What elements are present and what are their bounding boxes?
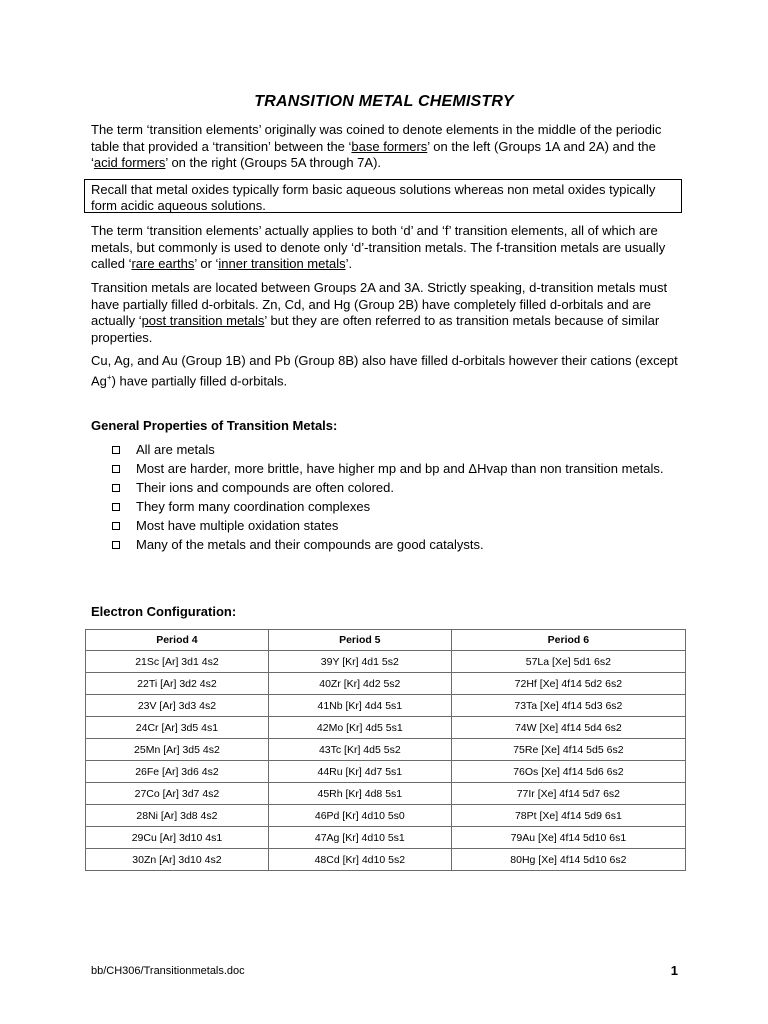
table-cell: 73Ta [Xe] 4f14 5d3 6s2: [451, 695, 685, 717]
table-cell: 41Nb [Kr] 4d4 5s1: [268, 695, 451, 717]
header-period-6: Period 6: [451, 630, 685, 651]
table-cell: 42Mo [Kr] 4d5 5s1: [268, 717, 451, 739]
table-row: [86, 673, 686, 695]
properties-heading: General Properties of Transition Metals:: [91, 418, 338, 433]
para4-text-2: ) have partially filled d-orbitals.: [111, 372, 288, 388]
d-transition-paragraph: [91, 280, 681, 346]
table-row: [86, 695, 686, 717]
table-cell: 48Cd [Kr] 4d10 5s2: [268, 849, 451, 871]
term-post-transition-metals: post transition metals: [141, 313, 265, 328]
table-cell: 44Ru [Kr] 4d7 5s1: [268, 761, 451, 783]
square-bullet-icon: [112, 465, 120, 473]
table-cell: 77Ir [Xe] 4f14 5d7 6s2: [451, 783, 685, 805]
list-item-text: They form many coordination complexes: [136, 499, 371, 514]
table-row: [86, 805, 686, 827]
list-item: [112, 536, 672, 553]
list-item: [112, 498, 672, 515]
filled-d-orbitals-paragraph: [91, 353, 681, 389]
list-item-text: Most are harder, more brittle, have higher mp and bp and ΔHvap than non transition metals.: [136, 461, 664, 476]
list-item-text: Their ions and compounds are often colored.: [136, 480, 394, 495]
properties-list: [112, 441, 672, 555]
square-bullet-icon: [112, 446, 120, 454]
table-cell: 78Pt [Xe] 4f14 5d9 6s1: [451, 805, 685, 827]
square-bullet-icon: [112, 484, 120, 492]
table-cell: 22Ti [Ar] 3d2 4s2: [86, 673, 269, 695]
table-cell: 21Sc [Ar] 3d1 4s2: [86, 651, 269, 673]
list-item-text: All are metals: [136, 442, 215, 457]
list-item: [112, 517, 672, 534]
table-row: [86, 651, 686, 673]
table-cell: 27Co [Ar] 3d7 4s2: [86, 783, 269, 805]
table-row: [86, 717, 686, 739]
list-item: [112, 460, 672, 477]
ag-charge-superscript: +: [106, 372, 112, 382]
table-row: [86, 827, 686, 849]
table-row: [86, 761, 686, 783]
intro-text-2: ’ on the left (Groups 1A and 2A) and the ‘: [91, 138, 656, 170]
list-item: [112, 441, 672, 458]
list-item-text: Many of the metals and their compounds are good catalysts.: [136, 537, 484, 552]
para3-text-1: Transition metals are located between Groups 2A and 3A. Strictly speaking, d-transition metals must have partially filled d-orbitals. Zn, Cd, and Hg (Group 2B) have completely filled d-orbitals and are actually ‘: [91, 280, 668, 328]
table-cell: 40Zr [Kr] 4d2 5s2: [268, 673, 451, 695]
table-cell: 39Y [Kr] 4d1 5s2: [268, 651, 451, 673]
table-cell: 75Re [Xe] 4f14 5d5 6s2: [451, 739, 685, 761]
term-inner-transition-metals: inner transition metals: [218, 256, 346, 271]
table-row: [86, 739, 686, 761]
intro-text-1: The term ‘transition elements’ originally was coined to denote elements in the middle of the periodic table that provided a ‘transition’ between the ‘: [91, 122, 662, 154]
para4-text-1: Cu, Ag, and Au (Group 1B) and Pb (Group 8B) also have filled d-orbitals however their cations (except Ag: [91, 353, 678, 388]
intro-text-3: ’ on the right (Groups 5A through 7A).: [165, 155, 382, 170]
table-cell: 24Cr [Ar] 3d5 4s1: [86, 717, 269, 739]
recall-note-box: Recall that metal oxides typically form basic aqueous solutions whereas non metal oxides typically form acidic aqueous solutions.: [84, 179, 682, 213]
para2-text-3: ’.: [345, 256, 353, 271]
page-title: TRANSITION METAL CHEMISTRY: [254, 93, 514, 110]
table-row: [86, 783, 686, 805]
list-item-text: Most have multiple oxidation states: [136, 518, 339, 533]
electron-config-table: [85, 629, 686, 871]
table-cell: 43Tc [Kr] 4d5 5s2: [268, 739, 451, 761]
footer-filename: bb/CH306/Transitionmetals.doc: [91, 965, 245, 977]
square-bullet-icon: [112, 541, 120, 549]
table-cell: 23V [Ar] 3d3 4s2: [86, 695, 269, 717]
list-item: [112, 479, 672, 496]
term-acid-formers: acid formers: [93, 155, 166, 170]
para2-text-2: ’ or ‘: [194, 256, 219, 271]
term-base-formers: base formers: [351, 138, 428, 154]
page-number: 1: [670, 963, 678, 978]
header-period-5: Period 5: [268, 630, 451, 651]
table-cell: 46Pd [Kr] 4d10 5s0: [268, 805, 451, 827]
table-cell: 76Os [Xe] 4f14 5d6 6s2: [451, 761, 685, 783]
term-rare-earths: rare earths: [131, 256, 195, 271]
table-cell: 26Fe [Ar] 3d6 4s2: [86, 761, 269, 783]
para3-text-2: ’ but they are often referred to as transition metals because of similar properties.: [91, 313, 660, 345]
electron-config-heading: Electron Configuration:: [91, 604, 237, 619]
table-cell: 57La [Xe] 5d1 6s2: [451, 651, 685, 673]
square-bullet-icon: [112, 522, 120, 530]
table-header-row: [86, 630, 686, 651]
table-cell: 28Ni [Ar] 3d8 4s2: [86, 805, 269, 827]
table-cell: 29Cu [Ar] 3d10 4s1: [86, 827, 269, 849]
table-cell: 25Mn [Ar] 3d5 4s2: [86, 739, 269, 761]
table-cell: 72Hf [Xe] 4f14 5d2 6s2: [451, 673, 685, 695]
intro-paragraph: [91, 122, 681, 172]
table-cell: 80Hg [Xe] 4f14 5d10 6s2: [451, 849, 685, 871]
table-cell: 74W [Xe] 4f14 5d4 6s2: [451, 717, 685, 739]
square-bullet-icon: [112, 503, 120, 511]
table-cell: 30Zn [Ar] 3d10 4s2: [86, 849, 269, 871]
table-cell: 47Ag [Kr] 4d10 5s1: [268, 827, 451, 849]
header-period-4: Period 4: [86, 630, 269, 651]
table-cell: 45Rh [Kr] 4d8 5s1: [268, 783, 451, 805]
f-transition-paragraph: [91, 223, 681, 273]
table-row: [86, 849, 686, 871]
table-cell: 79Au [Xe] 4f14 5d10 6s1: [451, 827, 685, 849]
para2-text-1: The term ‘transition elements’ actually applies to both ‘d’ and ‘f’ transition elements, all of which are metals, but commonly is used to denote only ‘d’-transition metals. The f-transition metals are usually called ‘: [91, 223, 666, 271]
